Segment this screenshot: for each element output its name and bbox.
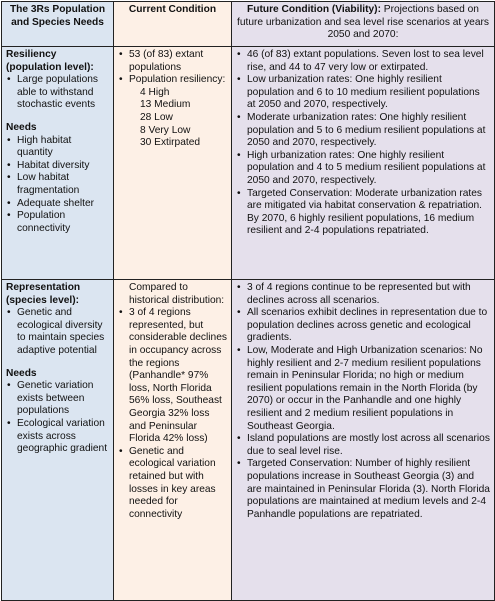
list-item — [118, 74, 227, 150]
resiliency-current-list — [118, 49, 227, 150]
list-item: • All scenarios exhibit declines in representation due to population declines across genetic and ecological gradients. — [236, 307, 490, 345]
header-row — [2, 2, 495, 47]
resiliency-level: 13 Medium — [140, 99, 191, 111]
header-3rs: The 3Rs Population and Species Needs — [2, 2, 114, 47]
list-item: • Genetic and ecological diversity to maintain species adaptive potential — [6, 307, 109, 357]
representation-future-list — [236, 282, 490, 521]
list-item: • Large populations able to withstand stochastic events — [6, 74, 109, 112]
list-item: • 3 of 4 regions continue to be represented but with declines across all scenarios. — [236, 282, 490, 307]
list-item: • 53 (of 83) extant populations — [118, 49, 227, 74]
representation-row — [2, 280, 495, 601]
resiliency-current-cell — [114, 47, 232, 280]
representation-items — [6, 307, 109, 357]
resiliency-levels — [129, 87, 227, 150]
header-current-condition: Current Condition — [114, 2, 232, 47]
representation-future-cell — [232, 280, 495, 601]
representation-current-cell — [114, 280, 232, 601]
list-item: • Low habitat fragmentation — [6, 172, 109, 197]
resiliency-label: Population resiliency: — [129, 74, 226, 86]
resiliency-needs-title: Needs — [6, 121, 37, 133]
representation-needs-title: Needs — [6, 367, 37, 379]
resiliency-level: 8 Very Low — [140, 124, 191, 136]
resiliency-level: 28 Low — [140, 111, 173, 123]
resiliency-level: 30 Extirpated — [140, 137, 201, 149]
resiliency-items — [6, 74, 109, 112]
header-future-condition — [232, 2, 495, 47]
resiliency-title: Resiliency (population level): — [6, 49, 94, 73]
list-item: • Population connectivity — [6, 210, 109, 235]
list-item: • Genetic variation exists between populations — [6, 380, 109, 418]
resiliency-needs-list — [6, 135, 109, 236]
list-item: • Adequate shelter — [6, 198, 109, 211]
representation-needs-list — [6, 380, 109, 456]
header-future-bold: Future Condition (Viability): — [247, 4, 381, 15]
list-item: • 46 (of 83) extant populations. Seven lost to sea level rise, and 44 to 47 very low or extirpated. — [236, 49, 490, 74]
header-future-rest: Projections based on future urbanization and sea level rise scenarios at years 2050 and 2070: — [237, 4, 489, 41]
list-item: • High urbanization rates: One highly resilient population and 4 to 5 medium resilient populations at 2050 and 2070, respectively. — [236, 150, 490, 188]
viability-table — [1, 1, 495, 601]
list-item: • Ecological variation exists across geographic gradient — [6, 418, 109, 456]
representation-needs-cell — [2, 280, 114, 601]
representation-current-list — [118, 307, 227, 521]
resiliency-level: 4 High — [140, 86, 170, 98]
resiliency-row — [2, 47, 495, 280]
list-item: • 3 of 4 regions represented, but considerable declines in occupancy across the regions (Panhandle* 97% loss, North Florida 56% loss, Southeast Georgia 32% loss and Peninsular Florida 42% loss) — [118, 307, 227, 446]
list-item: • Low urbanization rates: One highly resilient population and 6 to 10 medium resilient populations at 2050 and 2070, respectively. — [236, 74, 490, 112]
list-item: • Low, Moderate and High Urbanization scenarios: No highly resilient and 2-7 medium resilient populations remain in Peninsular Florida; no high or medium resilient populations remain in the North Florida (by 2070) or occur in the Panhandle and one highly resilient and 2 medium resilient populations in Southeast Georgia. — [236, 345, 490, 433]
list-item: • Moderate urbanization rates: One highly resilient population and 5 to 6 medium resilient populations at 2050 and 2070, respectively. — [236, 112, 490, 150]
representation-title: Representation (species level): — [6, 282, 81, 306]
list-item: • Habitat diversity — [6, 160, 109, 173]
list-item: • High habitat quantity — [6, 135, 109, 160]
list-item: • Genetic and ecological variation retained but with losses in key areas needed for connectivity — [118, 446, 227, 522]
resiliency-future-list — [236, 49, 490, 238]
resiliency-future-cell — [232, 47, 495, 280]
list-item: • Island populations are mostly lost across all scenarios due to seal level rise. — [236, 433, 490, 458]
list-item: • Targeted Conservation: Moderate urbanization rates are mitigated via habitat conservation & repatriation. By 2070, 6 highly resilient populations, 16 medium resilient and 2-4 populations repatriated. — [236, 188, 490, 238]
resiliency-needs-cell — [2, 47, 114, 280]
list-item: • Targeted Conservation: Number of highly resilient populations increase in Southeast Georgia (3) and are maintained in Peninsular Florida (3). North Florida populations are maintained at medium levels and 2-4 Panhandle populations are repatriated. — [236, 458, 490, 521]
representation-intro: Compared to historical distribution: — [129, 282, 225, 306]
